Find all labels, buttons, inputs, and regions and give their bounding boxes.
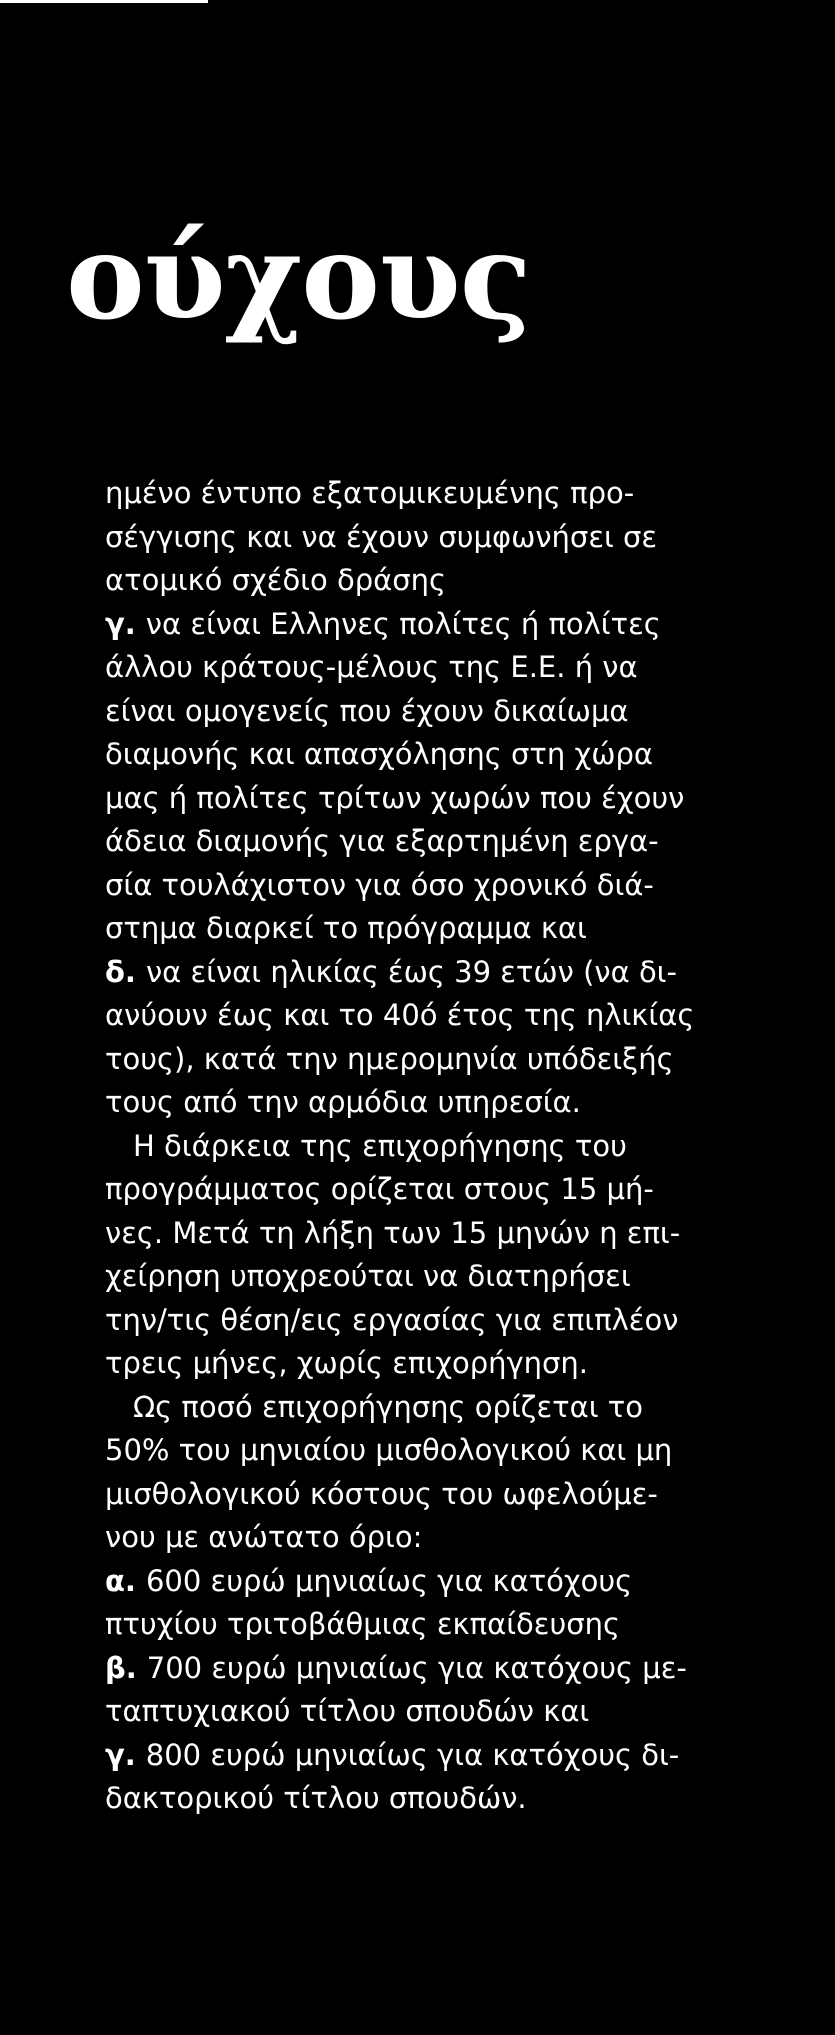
- line-text: τους από την αρμόδια υπηρεσία.: [105, 1085, 581, 1119]
- line-text: τρεις μήνες, χωρίς επιχορήγηση.: [105, 1346, 589, 1380]
- line-text: 600 ευρώ μηνιαίως για κατόχους: [145, 1563, 633, 1598]
- text-line: [105, 1690, 805, 1734]
- text-line: [105, 1038, 805, 1082]
- line-text: είναι ομογενείς που έχουν δικαίωμα: [105, 693, 629, 728]
- line-text: 800 ευρώ μηνιαίως για κατόχους δι-: [145, 1737, 680, 1772]
- text-line: [105, 1081, 805, 1125]
- text-line: [105, 733, 805, 777]
- text-line: [105, 1603, 805, 1647]
- line-text: ταπτυχιακού τίτλου σπουδών και: [105, 1694, 590, 1728]
- line-text: διαμονής και απασχόλησης στη χώρα: [105, 737, 654, 771]
- line-text: την/τις θέση/εις εργασίας για επιπλέον: [105, 1302, 679, 1337]
- text-line: [105, 1647, 805, 1691]
- text-line: [105, 472, 805, 516]
- text-line: [105, 1734, 805, 1778]
- line-text: Η διάρκεια της επιχορήγησης του: [133, 1128, 627, 1163]
- text-line: [105, 646, 805, 690]
- line-text: μισθολογικού κόστους του ωφελούμε-: [105, 1476, 658, 1511]
- line-text: άδεια διαμονής για εξαρτημένη εργα-: [105, 824, 659, 858]
- text-line: [105, 994, 805, 1038]
- line-text: χείρηση υποχρεούται να διατηρήσει: [105, 1259, 631, 1293]
- line-text: νου με ανώτατο όριο:: [105, 1520, 423, 1554]
- text-line: [105, 603, 805, 647]
- list-marker: γ.: [105, 606, 136, 641]
- list-marker: γ.: [105, 1737, 136, 1772]
- text-line: [105, 1429, 805, 1473]
- line-text: ατομικό σχέδιο δράσης: [105, 563, 447, 597]
- text-line: [105, 559, 805, 603]
- article-body: [105, 472, 805, 1821]
- line-text: να είναι Ελληνες πολίτες ή πολίτες: [145, 606, 661, 641]
- text-line: [105, 690, 805, 734]
- text-line: [105, 864, 805, 908]
- text-line: [105, 516, 805, 560]
- text-line: [105, 1255, 805, 1299]
- line-text: στημα διαρκεί το πρόγραμμα και: [105, 911, 587, 945]
- top-rule: [0, 0, 208, 3]
- line-text: σέγγισης και να έχουν συμφωνήσει σε: [105, 519, 658, 554]
- line-text: να είναι ηλικίας έως 39 ετών (να δι-: [145, 954, 677, 989]
- line-text: δακτορικού τίτλου σπουδών.: [105, 1781, 527, 1815]
- line-text: τους), κατά την ημερομηνία υπόδειξής: [105, 1041, 674, 1076]
- text-line: [105, 907, 805, 951]
- headline: ούχους: [66, 207, 531, 346]
- text-line: [105, 1299, 805, 1343]
- text-line: [105, 1125, 805, 1169]
- list-marker: δ.: [105, 954, 136, 989]
- text-line: [105, 1342, 805, 1386]
- text-line: [105, 1168, 805, 1212]
- list-marker: α.: [105, 1563, 136, 1598]
- text-line: [105, 951, 805, 995]
- text-line: [105, 1212, 805, 1256]
- list-marker: β.: [105, 1650, 137, 1685]
- text-line: [105, 1560, 805, 1604]
- text-line: [105, 777, 805, 821]
- line-text: 700 ευρώ μηνιαίως για κατόχους με-: [146, 1650, 687, 1685]
- text-line: [105, 1516, 805, 1560]
- line-text: 50% του μηνιαίου μισθολογικού και μη: [105, 1433, 673, 1467]
- line-text: μας ή πολίτες τρίτων χωρών που έχουν: [105, 780, 685, 815]
- line-text: ανύουν έως και το 40ό έτος της ηλικίας: [105, 998, 695, 1032]
- text-line: [105, 1473, 805, 1517]
- line-text: νες. Μετά τη λήξη των 15 μηνών η επι-: [105, 1215, 681, 1250]
- line-text: ημένο έντυπο εξατομικευμένης προ-: [105, 476, 635, 510]
- line-text: προγράμματος ορίζεται στους 15 μή-: [105, 1172, 654, 1206]
- text-line: [105, 1777, 805, 1821]
- line-text: άλλου κράτους-μέλους της Ε.Ε. ή να: [105, 650, 638, 684]
- line-text: σία τουλάχιστον για όσο χρονικό διά-: [105, 867, 654, 902]
- text-line: [105, 1386, 805, 1430]
- text-line: [105, 820, 805, 864]
- line-text: Ως ποσό επιχορήγησης ορίζεται το: [133, 1389, 643, 1424]
- line-text: πτυχίου τριτοβάθμιας εκπαίδευσης: [105, 1607, 621, 1641]
